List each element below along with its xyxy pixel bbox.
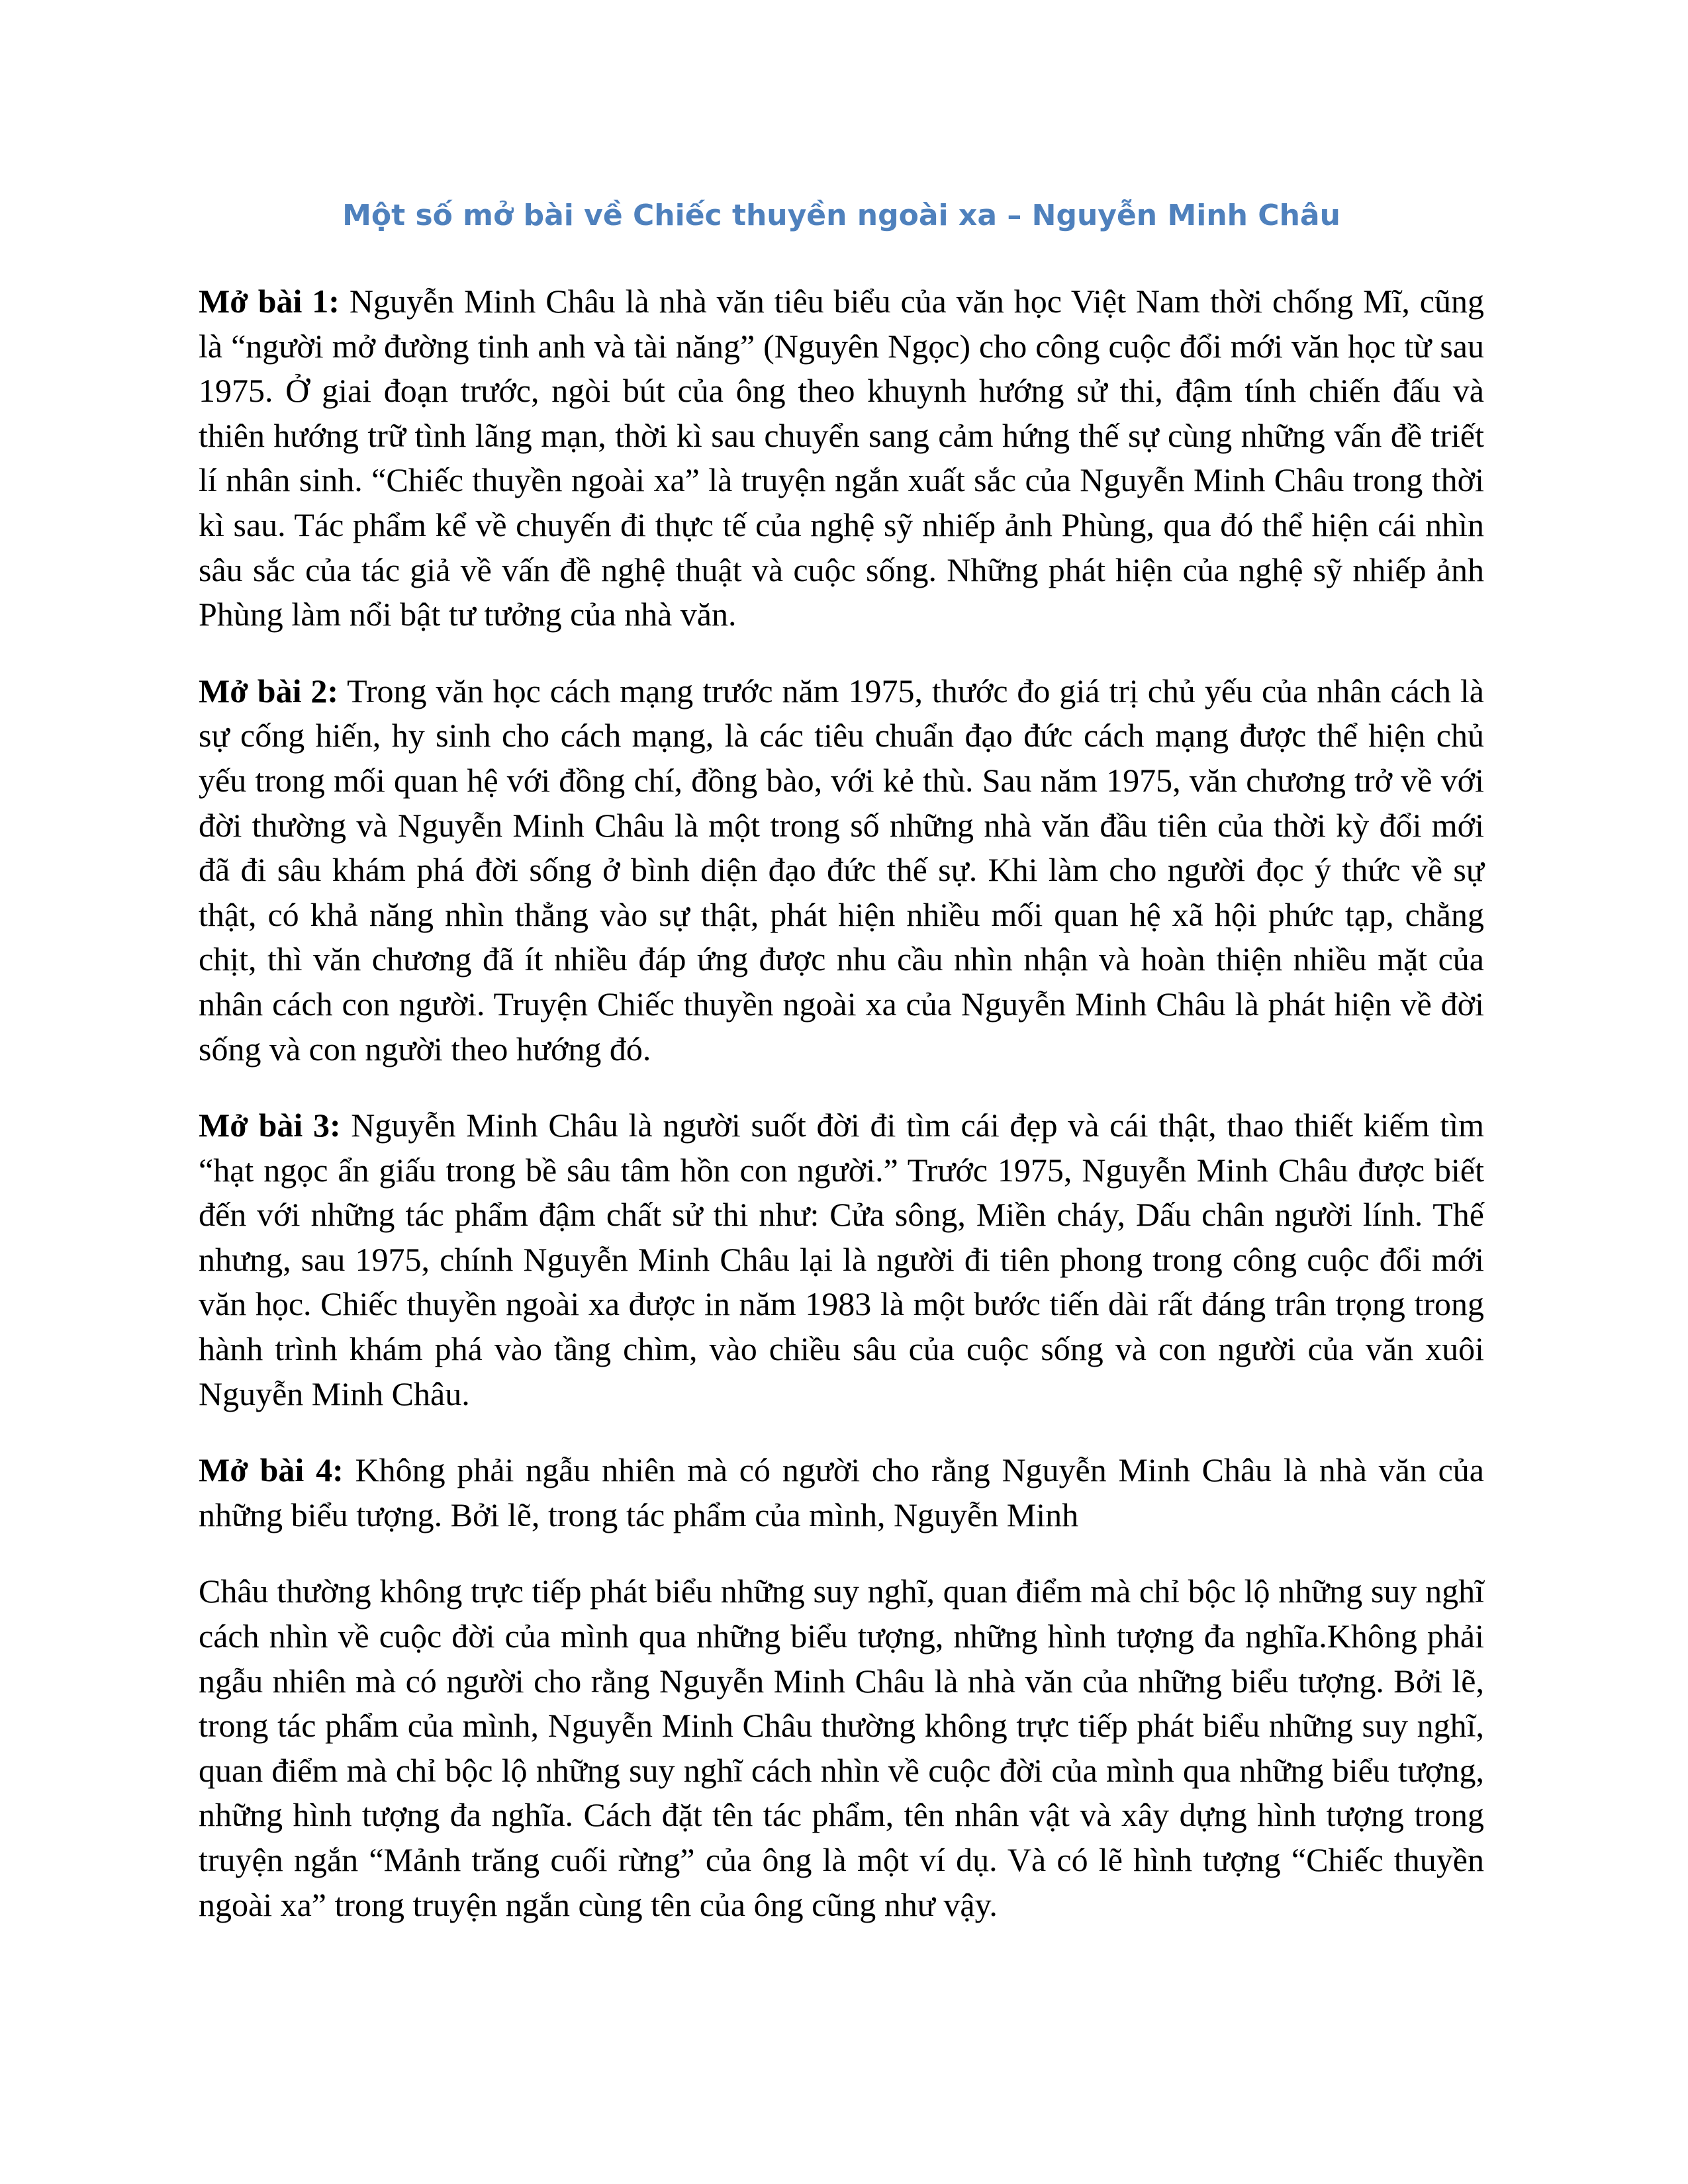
- intro-label-2: Mở bài 2:: [199, 672, 339, 709]
- final-paragraph: Châu thường không trực tiếp phát biểu những suy nghĩ, quan điểm mà chỉ bộc lộ những suy nghĩ cách nhìn về cuộc đời của mình qua những biểu tượng, những hình tượng đa nghĩa.Không phải ngẫu nhiên mà có người cho rằng Nguyễn Minh Châu là nhà văn của những biểu tượng. Bởi lẽ, trong tác phẩm của mình, Nguyễn Minh Châu thường không trực tiếp phát biểu những suy nghĩ, quan điểm mà chỉ bộc lộ những suy nghĩ cách nhìn về cuộc đời của mình qua những biểu tượng, những hình tượng đa nghĩa. Cách đặt tên tác phẩm, tên nhân vật và xây dựng hình tượng trong truyện ngắn “Mảnh trăng cuối rừng” của ông là một ví dụ. Và có lẽ hình tượng “Chiếc thuyền ngoài xa” trong truyện ngắn cùng tên của ông cũng như vậy.: [199, 1572, 1484, 1923]
- intro-paragraph-1: [199, 279, 1484, 637]
- intro-label-1: Mở bài 1:: [199, 283, 340, 320]
- intro-text-2: Trong văn học cách mạng trước năm 1975, thước đo giá trị chủ yếu của nhân cách là sự cống hiến, hy sinh cho cách mạng, là các tiêu chuẩn đạo đức cách mạng được thể hiện chủ yếu trong mối quan hệ với đồng chí, đồng bào, với kẻ thù. Sau năm 1975, văn chương trở về với đời thường và Nguyễn Minh Châu là một trong số những nhà văn đầu tiên của thời kỳ đổi mới đã đi sâu khám phá đời sống ở bình diện đạo đức thế sự. Khi làm cho người đọc ý thức về sự thật, có khả năng nhìn thẳng vào sự thật, phát hiện nhiều mối quan hệ xã hội phức tạp, chằng chịt, thì văn chương đã ít nhiều đáp ứng được nhu cầu nhìn nhận và hoàn thiện nhiều mặt của nhân cách con người. Truyện Chiếc thuyền ngoài xa của Nguyễn Minh Châu là phát hiện về đời sống và con người theo hướng đó.: [199, 672, 1485, 1068]
- document-page: [199, 192, 1484, 1959]
- intro-paragraph-2: [199, 669, 1484, 1071]
- intro-text-3: Nguyễn Minh Châu là người suốt đời đi tìm cái đẹp và cái thật, thao thiết kiếm tìm “hạt ngọc ẩn giấu trong bề sâu tâm hồn con người.” Trước 1975, Nguyễn Minh Châu được biết đến với những tác phẩm đậm chất sử thi như: Cửa sông, Miền cháy, Dấu chân người lính. Thế nhưng, sau 1975, chính Nguyễn Minh Châu lại là người đi tiên phong trong công cuộc đổi mới văn học. Chiếc thuyền ngoài xa được in năm 1983 là một bước tiến dài rất đáng trân trọng trong hành trình khám phá vào tầng chìm, vào chiều sâu của cuộc sống và con người của văn xuôi Nguyễn Minh Châu.: [199, 1107, 1484, 1412]
- intro-text-4: Không phải ngẫu nhiên mà có người cho rằng Nguyễn Minh Châu là nhà văn của những biểu tượng. Bởi lẽ, trong tác phẩm của mình, Nguyễn Minh: [199, 1451, 1484, 1533]
- intro-label-3: Mở bài 3:: [199, 1107, 341, 1144]
- page-title: Một số mở bài về Chiếc thuyền ngoài xa – Nguyễn Minh Châu: [342, 199, 1340, 232]
- intro-paragraph-4: [199, 1448, 1484, 1537]
- intro-text-1: Nguyễn Minh Châu là nhà văn tiêu biểu của văn học Việt Nam thời chống Mĩ, cũng là “người mở đường tinh anh và tài năng” (Nguyên Ngọc) cho công cuộc đổi mới văn học từ sau 1975. Ở giai đoạn trước, ngòi bút của ông theo khuynh hướng sử thi, đậm tính chiến đấu và thiên hướng trữ tình lãng mạn, thời kì sau chuyển sang cảm hứng thế sự cùng những vấn đề triết lí nhân sinh. “Chiếc thuyền ngoài xa” là truyện ngắn xuất sắc của Nguyễn Minh Châu trong thời kì sau. Tác phẩm kể về chuyến đi thực tế của nghệ sỹ nhiếp ảnh Phùng, qua đó thể hiện cái nhìn sâu sắc của tác giả về vấn đề nghệ thuật và cuộc sống. Những phát hiện của nghệ sỹ nhiếp ảnh Phùng làm nổi bật tư tưởng của nhà văn.: [199, 283, 1484, 633]
- intro-label-4: Mở bài 4:: [199, 1451, 344, 1489]
- intro-paragraph-3: [199, 1103, 1484, 1416]
